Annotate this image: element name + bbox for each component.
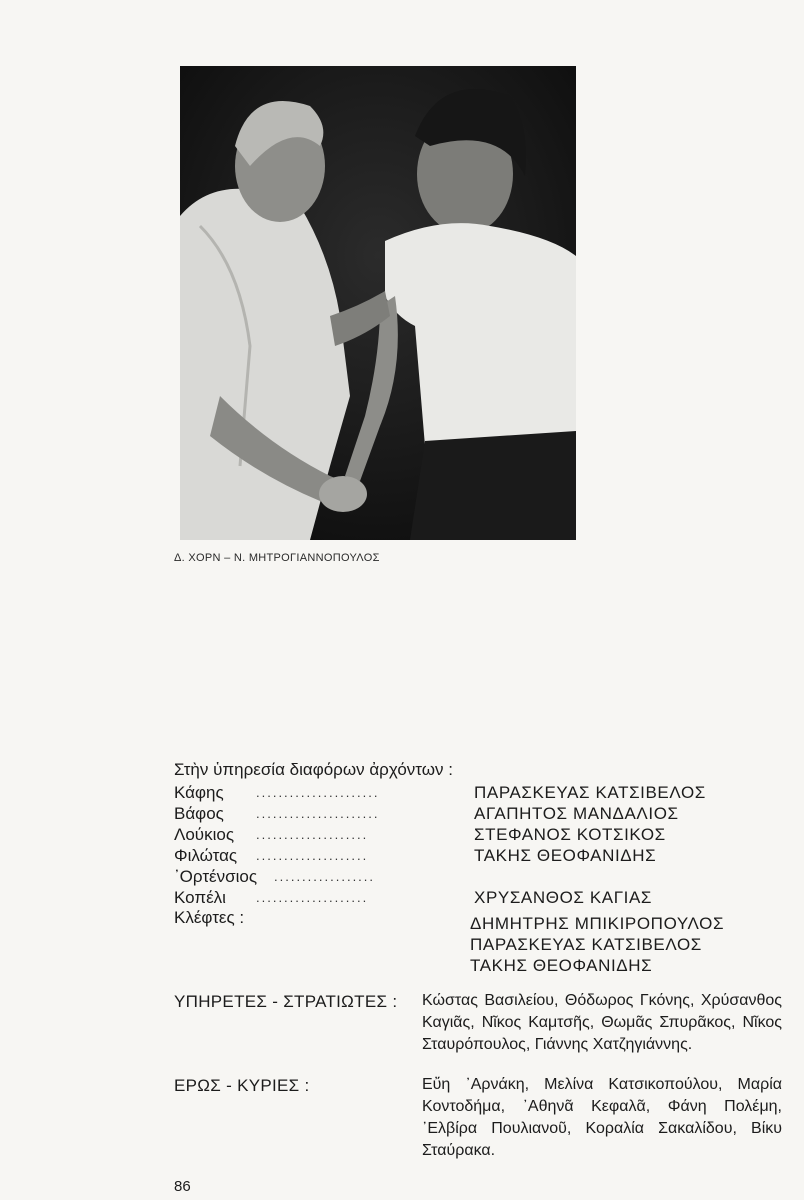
role-name: Βάφος xyxy=(174,804,224,823)
actor-name: ΔΗΜΗΤΡΗΣ ΜΠΙΚΙΡΟΠΟΥΛΟΣ xyxy=(470,914,725,933)
cast-heading: Στὴν ὑπηρεσία διαφόρων ἀρχόντων : xyxy=(174,760,453,779)
actor-name: ΠΑΡΑΣΚΕΥΑΣ ΚΑΤΣΙΒΕΛΟΣ xyxy=(470,935,702,954)
cast-row xyxy=(174,866,774,888)
leader-dots: .................... xyxy=(256,827,369,842)
cast-row xyxy=(174,824,774,846)
cast-row xyxy=(174,887,774,909)
photograph xyxy=(180,66,576,540)
cast-row xyxy=(174,782,774,804)
group-members-eros-ladies: Εὔη ᾿Αρνάκη, Μελίνα Κατσικοπούλου, Μαρία Κοντοδήμα, ᾿Αθηνᾶ Κεφαλᾶ, Φάνη Πολέμη, ᾿Ελβίρα Πουλιανοῦ, Κοραλία Σακαλίδου, Βίκυ Σταύρακα. xyxy=(422,1076,782,1159)
leader-dots: .................. xyxy=(274,869,376,884)
role-name: Λούκιος xyxy=(174,825,235,844)
actor-name: ΑΓΑΠΗΤΟΣ ΜΑΝΔΑΛΙΟΣ xyxy=(474,804,679,823)
cast-row xyxy=(174,845,774,867)
photo-two-men-handshake xyxy=(180,66,576,540)
cast-row xyxy=(174,803,774,825)
page-number: 86 xyxy=(174,1178,191,1195)
leader-dots: ...................... xyxy=(256,785,380,800)
role-name: ᾿Ορτένσιος xyxy=(174,867,258,886)
leader-dots: ...................... xyxy=(256,806,380,821)
role-name: Κοπέλι xyxy=(174,888,226,907)
role-name: Κάφης xyxy=(174,783,224,802)
actor-name: ΧΡΥΣΑΝΘΟΣ ΚΑΓΙΑΣ xyxy=(474,888,653,907)
group-label-servants-soldiers: ΥΠΗΡΕΤΕΣ - ΣΤΡΑΤΙΩΤΕΣ : xyxy=(174,992,398,1011)
group-label-eros-ladies: ΕΡΩΣ - ΚΥΡΙΕΣ : xyxy=(174,1076,310,1095)
role-name: Φιλώτας xyxy=(174,846,238,865)
leader-dots: .................... xyxy=(256,848,369,863)
actor-name: ΤΑΚΗΣ ΘΕΟΦΑΝΙΔΗΣ xyxy=(470,956,653,975)
photo-caption: Δ. ΧΟΡΝ – Ν. ΜΗΤΡΟΓΙΑΝΝΟΠΟΥΛΟΣ xyxy=(174,552,380,564)
role-name: Κλέφτες : xyxy=(174,908,245,927)
actor-name: ΤΑΚΗΣ ΘΕΟΦΑΝΙΔΗΣ xyxy=(474,846,657,865)
actor-name: ΣΤΕΦΑΝΟΣ ΚΟΤΣΙΚΟΣ xyxy=(474,825,666,844)
group-members-servants-soldiers: Κώστας Βασιλείου, Θόδωρος Γκόνης, Χρύσανθος Καγιᾶς, Νῖκος Καμτσῆς, Θωμᾶς Σπυρᾶκος, Νῖκος Σταυρόπουλος, Γιάννης Χατζηγιάννης. xyxy=(422,992,782,1053)
leader-dots: .................... xyxy=(256,890,369,905)
actor-name: ΠΑΡΑΣΚΕΥΑΣ ΚΑΤΣΙΒΕΛΟΣ xyxy=(474,783,706,802)
